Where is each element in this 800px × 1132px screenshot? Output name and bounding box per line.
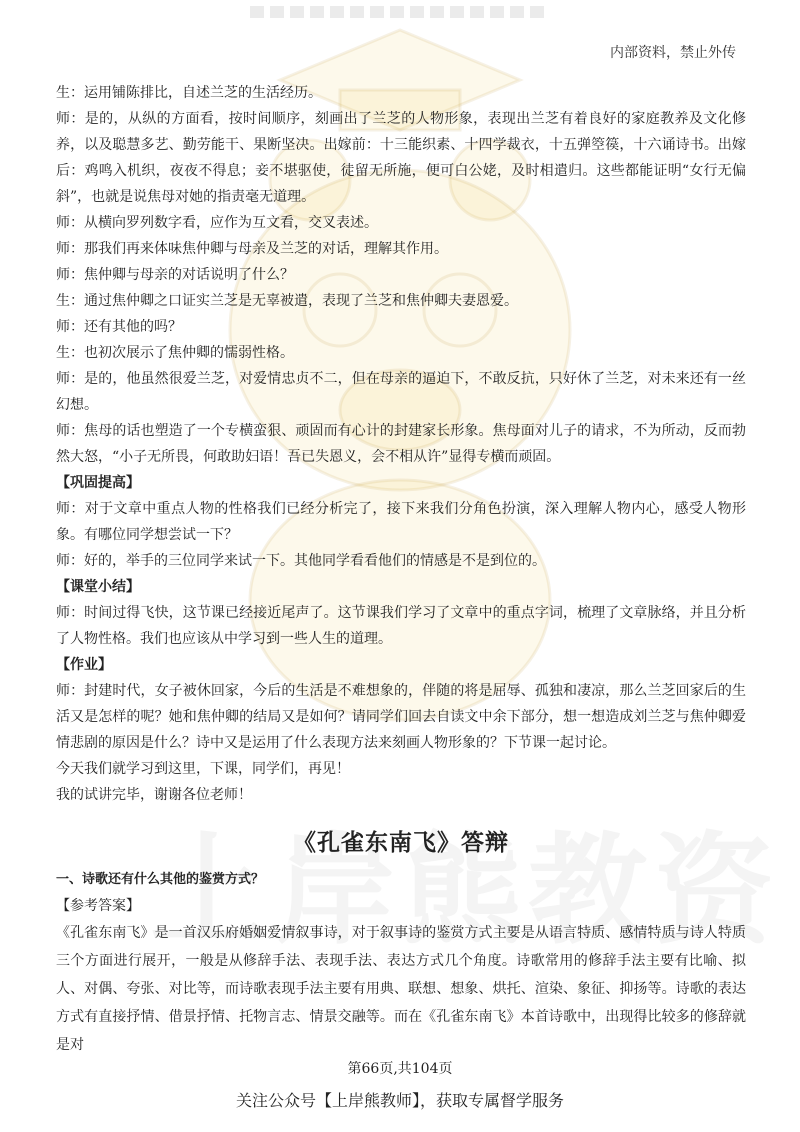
- paragraph: 生：运用铺陈排比，自述兰芝的生活经历。: [56, 85, 322, 101]
- section-heading-homework: 【作业】: [56, 657, 112, 673]
- paragraph: 师：焦仲卿与母亲的对话说明了什么？: [56, 267, 294, 283]
- paragraph: 生：通过焦仲卿之口证实兰芝是无辜被遣，表现了兰芝和焦仲卿夫妻恩爱。: [56, 293, 518, 309]
- paragraph: 我的试讲完毕，谢谢各位老师！: [56, 787, 252, 803]
- paragraph: 师：还有其他的吗？: [56, 319, 182, 335]
- defense-title: 《孔雀东南飞》答辩: [293, 829, 509, 856]
- section-heading-summary: 【课堂小结】: [56, 579, 140, 595]
- paragraph: 今天我们就学习到这里，下课，同学们，再见！: [56, 761, 350, 777]
- paragraph: 师：那我们再来体味焦仲卿与母亲及兰芝的对话，理解其作用。: [56, 241, 448, 257]
- section-heading-consolidate: 【巩固提高】: [56, 475, 140, 491]
- answer-text: 《孔雀东南飞》是一首汉乐府婚姻爱情叙事诗，对于叙事诗的鉴赏方式主要是从语言特质、感情特质与诗人特质三个方面进行展开，一般是从修辞手法、表现手法、表达方式几个角度。诗歌常用的修辞手法主要有比喻、拟人、对偶、夸张、对比等，而诗歌表现手法主要有用典、联想、想象、烘托、渲染、象征、抑扬等。诗歌的表达方式有直接抒情、借景抒情、托物言志、情景交融等。而在《孔雀东南飞》本首诗歌中，出现得比较多的修辞就是对: [56, 925, 746, 1053]
- paragraph: 师：时间过得飞快，这节课已经接近尾声了。这节课我们学习了文章中的重点字词，梳理了文章脉络，并且分析了人物性格。我们也应该从中学习到一些人生的道理。: [56, 605, 746, 647]
- document-body: [56, 80, 746, 1059]
- faint-header-text: [250, 6, 550, 18]
- paragraph: 师：好的，举手的三位同学来试一下。其他同学看看他们的情感是不是到位的。: [56, 553, 546, 569]
- paragraph: 师：是的，他虽然很爱兰芝，对爱情忠贞不二，但在母亲的逼迫下，不敢反抗，只好休了兰芝，对未来还有一丝幻想。: [56, 371, 746, 413]
- page-number: 第66页,共104页: [347, 1061, 453, 1077]
- answer-heading: 【参考答案】: [56, 898, 140, 914]
- paragraph: 生：也初次展示了焦仲卿的懦弱性格。: [56, 345, 294, 361]
- footer-promo: 关注公众号【上岸熊教师】，获取专属督学服务: [235, 1091, 564, 1110]
- paragraph: 师：焦母的话也塑造了一个专横蛮狠、顽固而有心计的封建家长形象。焦母面对儿子的请求，不为所动，反而勃然大怒，“小子无所畏，何敢助妇语！吾已失恩义，会不相从许”显得专横而顽固。: [56, 423, 746, 465]
- confidential-note: 内部资料，禁止外传: [610, 45, 736, 61]
- paragraph: 师：封建时代，女子被休回家，今后的生活是不难想象的，伴随的将是屈辱、孤独和凄凉，那么兰芝回家后的生活又是怎样的呢？她和焦仲卿的结局又是如何？请同学们回去自读文中余下部分，想一想造成刘兰芝与焦仲卿爱情悲剧的原因是什么？诗中又是运用了什么表现方法来刻画人物形象的？下节课一起讨论。: [56, 683, 746, 751]
- defense-question: 一、诗歌还有什么其他的鉴赏方式？: [56, 872, 265, 887]
- paragraph: 师：从横向罗列数字看，应作为互文看，交叉表述。: [56, 215, 378, 231]
- paragraph: 师：是的，从纵的方面看，按时间顺序，刻画出了兰芝的人物形象，表现出兰芝有着良好的家庭教养及文化修养，以及聪慧多艺、勤劳能干、果断坚决。出嫁前：十三能织素、十四学裁衣，十五弹箜篌，十六诵诗书。出嫁后：鸡鸣入机织，夜夜不得息；妾不堪驱使，徒留无所施，便可白公姥，及时相遣归。这些都能证明“女行无偏斜”，也就是说焦母对她的指责毫无道理。: [56, 111, 746, 205]
- paragraph: 师：对于文章中重点人物的性格我们已经分析完了，接下来我们分角色扮演，深入理解人物内心，感受人物形象。有哪位同学想尝试一下？: [56, 501, 746, 543]
